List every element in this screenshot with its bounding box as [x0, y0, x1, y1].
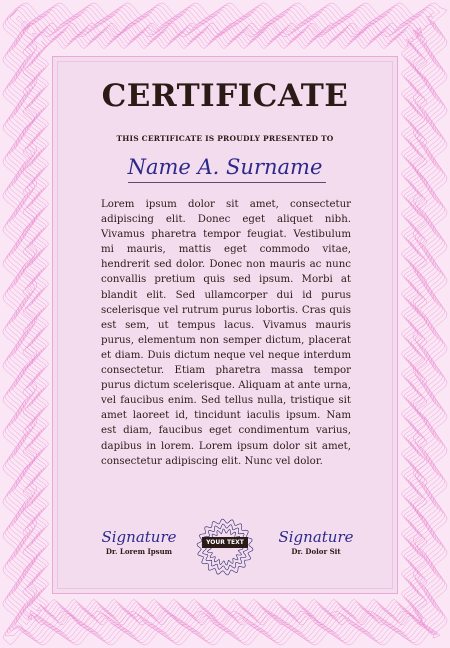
left-signature: Signature	[101, 528, 177, 546]
name-underline	[128, 182, 326, 183]
certificate-title: CERTIFICATE	[101, 78, 349, 114]
left-signature-block	[96, 528, 182, 556]
recipient-name: Name A. Surname	[127, 155, 323, 179]
right-signature-block	[270, 528, 362, 556]
left-signatory-name: Dr. Lorem Ipsum	[105, 547, 173, 556]
seal-label: YOUR TEXT	[202, 537, 248, 548]
right-signatory-name: Dr. Dolor Sit	[291, 547, 341, 556]
right-signature: Signature	[278, 528, 354, 546]
certificate-body-text: Lorem ipsum dolor sit amet, consectetur adipiscing elit. Donec eget aliquet nibh. Vivamus pharetra tempor feugiat. Vestibulum mi mauris, mattis eget commodo vitae, hendrerit sed dolor. Donec non mauris ac nunc convallis pretium quis sed ipsum. Morbi at blandit elit. Sed ullamcorper dui id purus scelerisque vel rutrum purus lobortis. Cras quis est sem, ut tempus lacus. Vivamus mauris purus, elementum non semper dictum, placerat et diam. Duis dictum neque vel neque interdum consectetur. Etiam pharetra massa tempor purus dictum scelerisque. Aliquam at ante urna, vel faucibus enim. Sed tellus nulla, tristique sit amet laoreet id, tincidunt iaculis ipsum. Nam est diam, faucibus eget condimentum varius, dapibus in lorem. Lorem ipsum dolor sit amet, consectetur adipiscing elit. Nunc vel dolor.	[101, 199, 351, 467]
presented-to-line: THIS CERTIFICATE IS PROUDLY PRESENTED TO	[116, 134, 334, 143]
